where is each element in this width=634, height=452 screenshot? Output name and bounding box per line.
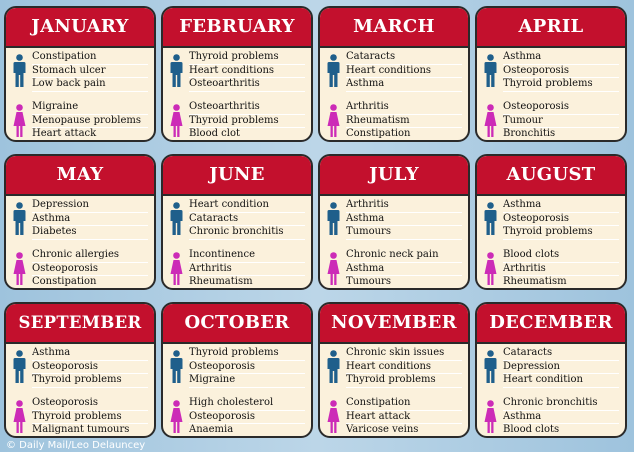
men-list (503, 51, 619, 92)
women-list (503, 101, 619, 142)
condition-item: Heart conditions (346, 65, 462, 79)
women-list (346, 249, 462, 290)
month-title: MARCH (320, 8, 468, 48)
men-list (503, 199, 619, 240)
woman-icon (13, 252, 26, 286)
condition-item: Heart conditions (346, 361, 462, 375)
condition-item: Anaemia (189, 424, 305, 438)
credit-caption: © Daily Mail/Leo Delauncey (6, 440, 146, 451)
woman-icon (13, 104, 26, 138)
condition-item: Thyroid problems (189, 347, 305, 361)
men-list (189, 51, 305, 92)
condition-item: Migraine (32, 101, 148, 115)
condition-item: Constipation (32, 51, 148, 65)
man-icon (484, 350, 497, 384)
condition-item: Asthma (32, 213, 148, 227)
month-card-august (475, 154, 627, 290)
condition-item: Osteoarthritis (189, 101, 305, 115)
month-card-february (161, 6, 313, 142)
condition-item: Asthma (503, 199, 619, 213)
man-icon (13, 54, 26, 88)
condition-item: Thyroid problems (189, 51, 305, 65)
condition-item: Menopause problems (32, 115, 148, 129)
condition-item: Asthma (346, 78, 462, 92)
month-title: JULY (320, 156, 468, 196)
man-icon (484, 54, 497, 88)
condition-item: Constipation (346, 397, 462, 411)
month-title: JUNE (163, 156, 311, 196)
woman-icon (327, 252, 340, 286)
condition-item: Blood clot (189, 128, 305, 142)
month-title: MAY (6, 156, 154, 196)
month-card-january (4, 6, 156, 142)
condition-item: Heart attack (32, 128, 148, 142)
month-card-november (318, 302, 470, 438)
month-title: JANUARY (6, 8, 154, 48)
men-list (32, 199, 148, 240)
woman-icon (484, 252, 497, 286)
condition-item: Arthritis (189, 263, 305, 277)
condition-item: Varicose veins (346, 424, 462, 438)
month-title: APRIL (477, 8, 625, 48)
condition-item: Heart attack (346, 411, 462, 425)
man-icon (170, 54, 183, 88)
men-list (32, 347, 148, 388)
condition-item: Osteoporosis (503, 65, 619, 79)
condition-item: Asthma (346, 263, 462, 277)
month-title: OCTOBER (163, 304, 311, 344)
condition-item: Low back pain (32, 78, 148, 92)
month-card-june (161, 154, 313, 290)
condition-item: Chronic bronchitis (189, 226, 305, 240)
month-card-july (318, 154, 470, 290)
condition-item: Osteoporosis (32, 361, 148, 375)
man-icon (327, 350, 340, 384)
condition-item: Arthritis (346, 101, 462, 115)
condition-item: Incontinence (189, 249, 305, 263)
women-list (32, 397, 148, 438)
condition-item: Malignant tumours (32, 424, 148, 438)
condition-item: Tumours (346, 276, 462, 290)
man-icon (13, 350, 26, 384)
woman-icon (170, 252, 183, 286)
condition-item: Heart condition (189, 199, 305, 213)
women-list (189, 249, 305, 290)
condition-item: Stomach ulcer (32, 65, 148, 79)
month-title: SEPTEMBER (6, 304, 154, 344)
condition-item: Osteoporosis (503, 101, 619, 115)
condition-item: Cataracts (346, 51, 462, 65)
women-list (32, 101, 148, 142)
condition-item: Constipation (32, 276, 148, 290)
condition-item: Chronic allergies (32, 249, 148, 263)
condition-item: Osteoporosis (32, 397, 148, 411)
condition-item: Asthma (503, 51, 619, 65)
man-icon (327, 54, 340, 88)
condition-item: Thyroid problems (32, 374, 148, 388)
condition-item: Osteoporosis (32, 263, 148, 277)
condition-item: Thyroid problems (32, 411, 148, 425)
women-list (189, 101, 305, 142)
women-list (503, 249, 619, 290)
man-icon (484, 202, 497, 236)
condition-item: Rheumatism (346, 115, 462, 129)
women-list (346, 397, 462, 438)
condition-item: Arthritis (346, 199, 462, 213)
condition-item: Osteoarthritis (189, 78, 305, 92)
condition-item: Cataracts (189, 213, 305, 227)
men-list (32, 51, 148, 92)
month-card-december (475, 302, 627, 438)
condition-item: Thyroid problems (503, 78, 619, 92)
condition-item: Depression (32, 199, 148, 213)
condition-item: Rheumatism (189, 276, 305, 290)
women-list (346, 101, 462, 142)
condition-item: Chronic skin issues (346, 347, 462, 361)
month-title: FEBRUARY (163, 8, 311, 48)
condition-item: Thyroid problems (189, 115, 305, 129)
woman-icon (327, 104, 340, 138)
man-icon (327, 202, 340, 236)
woman-icon (13, 400, 26, 434)
man-icon (170, 350, 183, 384)
woman-icon (484, 400, 497, 434)
condition-item: Heart condition (503, 374, 619, 388)
men-list (503, 347, 619, 388)
condition-item: Constipation (346, 128, 462, 142)
condition-item: Chronic bronchitis (503, 397, 619, 411)
condition-item: Osteoporosis (189, 411, 305, 425)
condition-item: Thyroid problems (346, 374, 462, 388)
condition-item: Blood clots (503, 249, 619, 263)
month-card-march (318, 6, 470, 142)
men-list (346, 347, 462, 388)
men-list (346, 199, 462, 240)
condition-item: Asthma (32, 347, 148, 361)
condition-item: Cataracts (503, 347, 619, 361)
month-title: NOVEMBER (320, 304, 468, 344)
woman-icon (484, 104, 497, 138)
woman-icon (170, 400, 183, 434)
men-list (346, 51, 462, 92)
condition-item: High cholesterol (189, 397, 305, 411)
woman-icon (170, 104, 183, 138)
month-card-october (161, 302, 313, 438)
condition-item: Diabetes (32, 226, 148, 240)
condition-item: Thyroid problems (503, 226, 619, 240)
condition-item: Bronchitis (503, 128, 619, 142)
condition-item: Arthritis (503, 263, 619, 277)
condition-item: Osteoporosis (503, 213, 619, 227)
women-list (503, 397, 619, 438)
men-list (189, 199, 305, 240)
condition-item: Depression (503, 361, 619, 375)
month-card-may (4, 154, 156, 290)
condition-item: Migraine (189, 374, 305, 388)
condition-item: Chronic neck pain (346, 249, 462, 263)
women-list (32, 249, 148, 290)
month-title: AUGUST (477, 156, 625, 196)
men-list (189, 347, 305, 388)
condition-item: Tumour (503, 115, 619, 129)
month-card-september (4, 302, 156, 438)
month-title: DECEMBER (477, 304, 625, 344)
man-icon (170, 202, 183, 236)
woman-icon (327, 400, 340, 434)
condition-item: Asthma (503, 411, 619, 425)
man-icon (13, 202, 26, 236)
condition-item: Asthma (346, 213, 462, 227)
month-card-april (475, 6, 627, 142)
condition-item: Osteoporosis (189, 361, 305, 375)
condition-item: Tumours (346, 226, 462, 240)
condition-item: Rheumatism (503, 276, 619, 290)
condition-item: Heart conditions (189, 65, 305, 79)
women-list (189, 397, 305, 438)
condition-item: Blood clots (503, 424, 619, 438)
